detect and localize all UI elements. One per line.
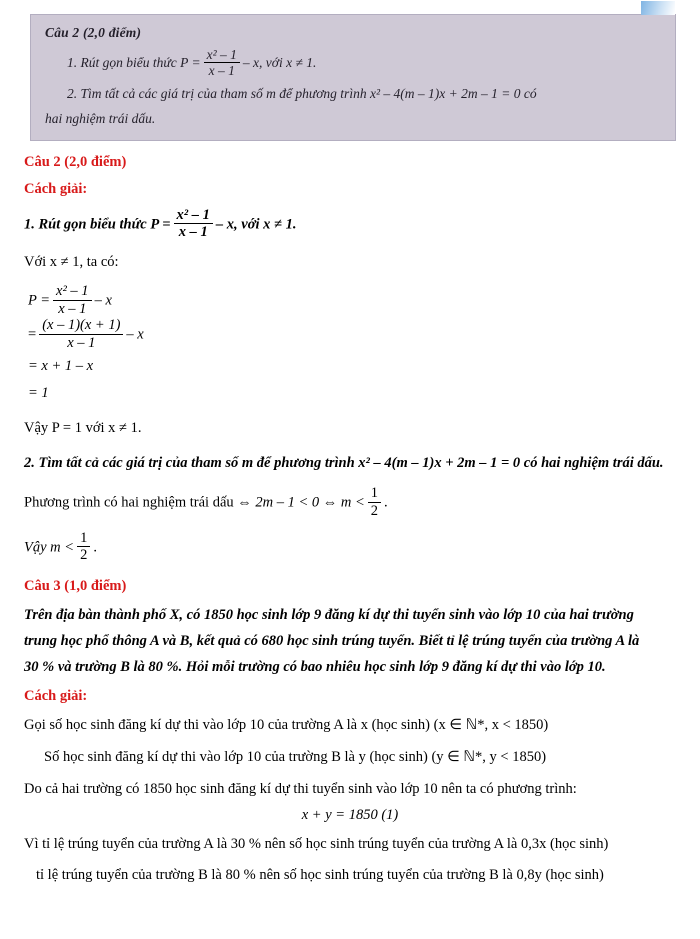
- part2-statement: [24, 451, 700, 476]
- part2-reason-prefix: Phương trình có hai nghiệm trái dấu: [24, 494, 234, 511]
- scanned-problem-box: [30, 14, 676, 141]
- scanned-item1-denominator: x – 1: [204, 62, 240, 79]
- scanned-item2-prefix: 2. Tìm tất cả các giá trị của tham số: [67, 85, 263, 101]
- part2-reasoning: [24, 486, 700, 520]
- scanned-item1-text: 1. Rút gọn biểu thức: [67, 55, 177, 71]
- part1-fraction: [174, 207, 213, 241]
- question3-heading: Câu 3 (1,0 điểm): [24, 578, 127, 595]
- part2-equation: x² – 4(m – 1)x + 2m – 1 = 0: [358, 455, 521, 472]
- question3-line-5: tỉ lệ trúng tuyển của trường B là 80 % nên số học sinh trúng tuyển của trường B là 0,8y (học sinh): [36, 867, 604, 884]
- step-line-2: [28, 318, 700, 352]
- part1-minus-x: – x: [215, 216, 235, 233]
- step-line-3: = x + 1 – x: [28, 357, 94, 374]
- step1-fraction: [53, 283, 92, 317]
- question3-method-label: Cách giải:: [24, 688, 88, 705]
- part1-numerator: x² – 1: [176, 206, 210, 223]
- solution-heading-cau2: Câu 2 (2,0 điểm): [24, 153, 127, 170]
- step1-numerator: x² – 1: [56, 282, 89, 299]
- scanned-item1-numerator: x² – 1: [206, 46, 237, 62]
- conclusion-part1: Vậy P = 1 với x ≠ 1.: [24, 419, 142, 436]
- scanned-item2-equation: x² – 4(m – 1)x + 2m – 1 = 0: [369, 85, 521, 101]
- scanned-item1-condition: , với x ≠ 1.: [259, 55, 317, 71]
- step-line-1: [28, 284, 700, 318]
- step-line-4: = 1: [28, 385, 49, 402]
- conclusion2-numerator: 1: [80, 529, 88, 546]
- scanned-item2-mid: để phương trình: [279, 85, 367, 101]
- scanned-item2-tail1: có: [523, 85, 537, 101]
- scanned-problem-item-2-cont: hai nghiệm trái dấu.: [45, 110, 156, 126]
- scanned-problem-title: Câu 2 (2,0 điểm): [45, 25, 142, 40]
- part1-condition: , với x ≠ 1.: [234, 216, 297, 233]
- conclusion-part2: [24, 531, 700, 565]
- part1-label: 1. Rút gọn biểu thức: [24, 216, 147, 233]
- part2-half-numerator: 1: [370, 485, 379, 502]
- scanned-item1-minus-x: – x: [242, 55, 260, 71]
- part2-reason-mid: ⇔ 2m – 1 < 0 ⇔ m <: [237, 494, 365, 511]
- step2-denominator: x – 1: [39, 334, 123, 352]
- scanned-item1-p: P =: [180, 55, 201, 71]
- question3-body-line-2: trung học phổ thông A và B, kết quả có 680 học sinh trúng tuyển. Biết tỉ lệ trúng tuyển của trường A là: [24, 632, 640, 649]
- scanned-problem-item-2: [45, 84, 665, 105]
- question3-line-2: Số học sinh đăng kí dự thi vào lớp 10 của trường B là y (học sinh) (y ∈ ℕ*, y < 1850): [44, 749, 547, 766]
- conclusion2-denominator: 2: [77, 546, 90, 564]
- part1-denominator: x – 1: [174, 223, 213, 241]
- part2-half-fraction: [368, 485, 381, 519]
- part2-label: 2. Tìm tất cả các giá trị của tham số m để phương trình: [24, 455, 355, 472]
- part2-tail: có hai nghiệm trái dấu.: [523, 455, 664, 472]
- step2-fraction: [39, 317, 123, 351]
- question3-line-4: Vì tỉ lệ trúng tuyển của trường A là 30 % nên số học sinh trúng tuyển của trường A là 0,3x (học sinh): [24, 835, 609, 852]
- conclusion2-end: .: [93, 539, 97, 556]
- step1-lhs: P =: [28, 292, 51, 309]
- part1-steps: [28, 284, 700, 408]
- part2-reason-end: .: [384, 494, 388, 511]
- question3-body-line-3: 30 % và trường B là 80 %. Hỏi mỗi trường có bao nhiêu học sinh lớp 9 đăng kí dự thi vào lớp 10.: [24, 658, 606, 675]
- step2-tail: – x: [126, 326, 144, 343]
- solution-method-label-cau2: Cách giải:: [24, 180, 88, 197]
- part2-half-denominator: 2: [368, 502, 381, 520]
- step1-denominator: x – 1: [53, 300, 92, 318]
- page-corner-decoration: [641, 1, 675, 15]
- scanned-problem-item-1: [45, 48, 665, 80]
- question3-line-1: Gọi số học sinh đăng kí dự thi vào lớp 10 của trường A là x (học sinh) (x ∈ ℕ*, x < 1850): [24, 717, 549, 734]
- step2-equals: =: [28, 326, 37, 343]
- conclusion2-fraction: [77, 530, 90, 564]
- question3-equation-1: x + y = 1850 (1): [301, 806, 399, 823]
- scanned-item1-fraction: [204, 47, 240, 79]
- document-page: [0, 14, 700, 939]
- question3-body-line-1: Trên địa bàn thành phố X, có 1850 học sinh lớp 9 đăng kí dự thi tuyển sinh vào lớp 10 của hai trường: [24, 607, 634, 624]
- scanned-item2-m: m: [266, 85, 276, 101]
- with-condition-line: Với x ≠ 1, ta có:: [24, 254, 119, 271]
- part1-p: P =: [150, 216, 171, 233]
- conclusion2-prefix: Vậy m <: [24, 539, 75, 556]
- question3-line-3: Do cả hai trường có 1850 học sinh đăng kí dự thi tuyển sinh vào lớp 10 nên ta có phương trình:: [24, 780, 577, 797]
- step1-tail: – x: [94, 292, 112, 309]
- step2-numerator: (x – 1)(x + 1): [42, 317, 121, 334]
- part1-statement: [24, 208, 700, 242]
